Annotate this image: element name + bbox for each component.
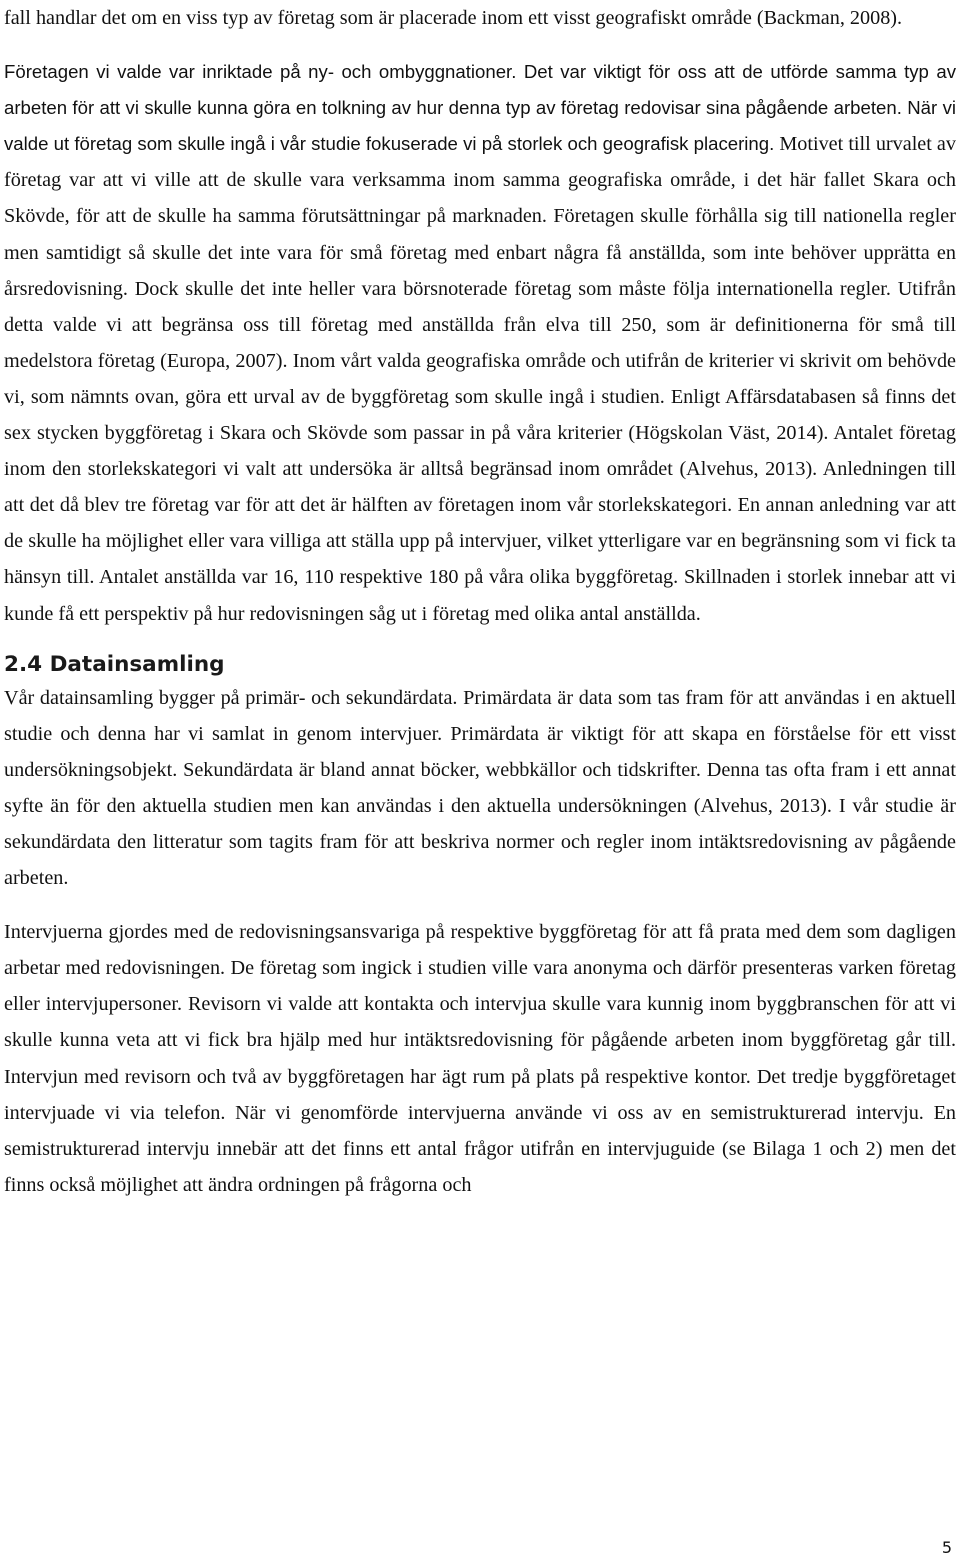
paragraph-text: Vår datainsamling bygger på primär- och sekundärdata. Primärdata är data som tas fram för att användas i en aktuell studie och denna har vi samlat in genom intervjuer. Primärdata är viktigt för att skapa en förståelse för ett visst undersökningsobjekt. Sekundärdata är bland annat böcker, webbkällor och tidskrifter. Denna tas ofta fram i ett annat syfte än för den aktuella studien men kan användas i den aktuella undersökningen (Alvehus, 2013). I vår studie är sekundärdata den litteratur som tagits fram för att beskriva normer och regler inom intäktsredovisning av pågående arbeten. [4, 686, 956, 890]
document-page [4, 0, 956, 1203]
paragraph-text: fall handlar det om en viss typ av företag som är placerade inom ett visst geografiskt område (Backman, 2008). [4, 7, 903, 29]
page-number: 5 [941, 1538, 952, 1557]
paragraph-interviews [4, 914, 956, 1203]
section-heading: 2.4 Datainsamling [4, 651, 225, 677]
paragraph-text-serif: Motivet till urvalet av företag var att vi ville att de skulle vara verksamma inom samma geografiska område, i det här fallet Skara och Skövde, för att de skulle ha samma förutsättningar på marknaden. Företagen skulle förhålla sig till nationella regler men samtidigt så skulle det inte vara för små företag med enbart några få anställda, som inte behöver upprätta en årsredovisning. Dock skulle det inte heller vara börsnoterade företag som måste följa internationella regler. Utifrån detta valde vi att begränsa oss till företag med anställda från elva till 250, som är definitionerna för små till medelstora företag (Europa, 2007). Inom vårt valda geografiska område och utifrån de kriterier vi skrivit om behövde vi, som nämnts ovan, göra ett urval av de byggföretag som skulle ingå i studien. Enligt Affärsdatabasen så finns det sex stycken byggföretag i Skara och Skövde som passar in på våra kriterier (Högskolan Väst, 2014). Antalet företag inom den storlekskategori vi valt att undersöka är alltså begränsad inom området (Alvehus, 2013). Anledningen till att det då blev tre företag var för att det är hälften av företagen inom vår storlekskategori. En annan anledning var att de skulle ha möjlighet eller vara villiga att ställa upp på intervjuer, vilket ytterligare var en begränsning som vi fick ta hänsyn till. Antalet anställda var 16, 110 respektive 180 på våra olika byggföretag. Skillnaden i storlek innebar att vi kunde få ett perspektiv på hur redovisningen såg ut i företag med olika antal anställda. [4, 133, 956, 625]
paragraph-text-sans: Företagen vi valde var inriktade på ny- och ombyggnationer. Det var viktigt för oss att de utförde samma typ av arbeten för att vi skulle kunna göra en tolkning av hur denna typ av företag redovisar sina pågående arbeten. När vi valde ut företag som skulle ingå i vår studie fokuserade vi på storlek och geografisk placering. [4, 61, 956, 155]
paragraph-selection-criteria [4, 54, 956, 632]
paragraph-data-collection [4, 680, 956, 897]
paragraph-intro [4, 0, 956, 36]
paragraph-text: Intervjuerna gjordes med de redovisningsansvariga på respektive byggföretag för att få prata med dem som dagligen arbetar med redovisningen. De företag som ingick i studien ville vara anonyma och därför presenteras varken företag eller intervjupersoner. Revisorn vi valde att kontakta och intervjua skulle vara kunnig inom byggbranschen för att vi skulle kunna veta att vi fick bra hjälp med hur intäktsredovisning för pågående arbeten inom byggföretag går till. Intervjun med revisorn och två av byggföretagen har ägt rum på plats på respektive kontor. Det tredje byggföretaget intervjuade vi via telefon. När vi genomförde intervjuerna använde vi oss av en semistrukturerad intervju. En semistrukturerad intervju innebär att det finns ett antal frågor utifrån en intervjuguide (se Bilaga 1 och 2) men det finns också möjlighet att ändra ordningen på frågorna och [4, 921, 956, 1196]
